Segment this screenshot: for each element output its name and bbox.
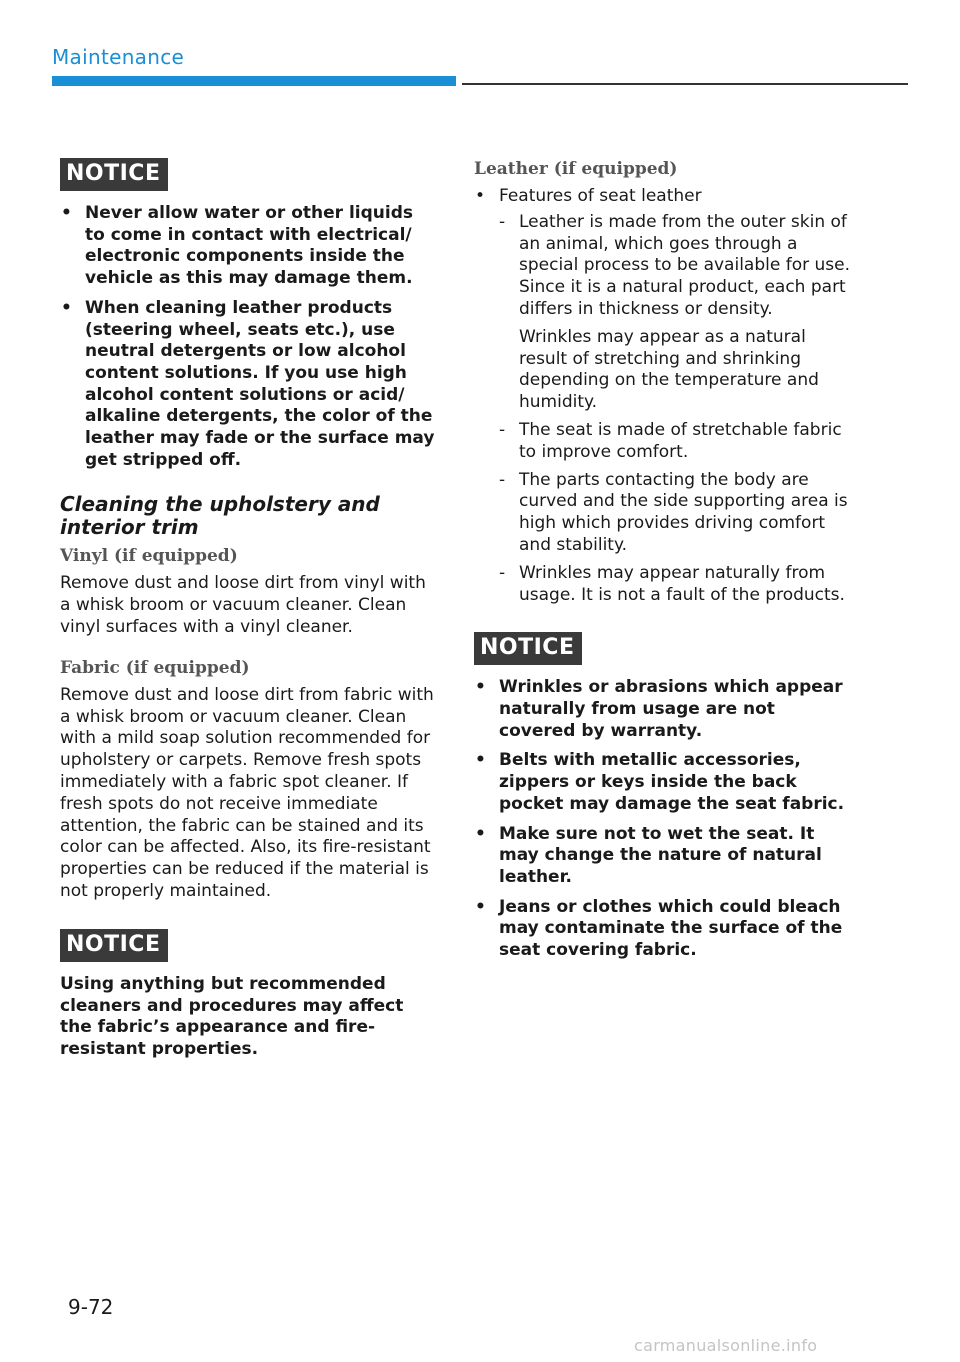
header-section-title: Maintenance — [52, 45, 185, 69]
vinyl-text: Remove dust and loose dirt from vinyl with a whisk broom or vacuum cleaner. Clean vinyl surfaces with a vinyl cleaner. — [60, 573, 426, 638]
notice-label: NOTICE — [60, 158, 168, 191]
list-item: • Jeans or clothes which could bleach may contaminate the surface of the seat covering fabric. — [475, 896, 843, 961]
fabric-text: Remove dust and loose dirt from fabric with a whisk broom or vacuum cleaner. Clean with a mild soap solution recommended for upholstery or carpets. Remove fresh spots immediately with a fabric spot cleaner. If fresh spots do not receive immediate attention, the fabric can be stained and its color can be affected. Also, its fire-resistant properties can be reduced if the material is not properly maintained. — [60, 684, 434, 901]
list-item: • Belts with metallic accessories, zippers or keys inside the back pocket may damage the seat fabric. — [475, 750, 845, 814]
list-item: • Features of seat leather - Leather is made from the outer skin of an animal, which goes through a special process to be available for use. Since it is a natural product, each part differs in thickness or density. Wrinkles may appear as a natural result of stretching and shrinking depending on the temperature and humidity. - The seat is made of stretchable fabric to improve comfort. - The parts contacting the body are curved and the side supporting area is high which provides driving comfort and stability. - Wrinkles may appear naturally from usage. It is not a fault of the products. — [474, 186, 854, 606]
leather-list — [474, 186, 854, 606]
list-item: - The seat is made of stretchable fabric to improve comfort. — [499, 419, 842, 462]
fabric-heading: Fabric (if equipped) — [60, 657, 250, 678]
page-number: 9-72 — [68, 1295, 114, 1319]
bullet-icon: • — [475, 823, 486, 844]
bullet-icon: • — [475, 750, 486, 771]
notice-label: NOTICE — [60, 929, 168, 962]
dash-list — [499, 212, 854, 607]
section-heading: Cleaning the upholstery and interior trim — [60, 492, 380, 540]
watermark: carmanualsonline.info — [634, 1336, 818, 1355]
bullet-icon: • — [61, 297, 72, 318]
header-bar-rule — [462, 83, 908, 85]
left-column — [60, 158, 438, 1061]
notice-text: Using anything but recommended cleaners and procedures may affect the fabric’s appearance and fire-resistant properties. — [60, 973, 404, 1060]
dash-icon: - — [499, 211, 506, 232]
list-item: - Leather is made from the outer skin of an animal, which goes through a special process to be available for use. Since it is a natural product, each part differs in thickness or density. Wrinkles may appear as a natural result of stretching and shrinking depending on the temperature and humidity. — [499, 211, 850, 413]
vinyl-heading: Vinyl (if equipped) — [60, 546, 238, 567]
list-item: • Never allow water or other liquids to come in contact with electrical/ electronic components inside the vehicle as this may damage them. — [61, 203, 413, 289]
bullet-icon: • — [475, 186, 486, 206]
bullet-icon: • — [475, 677, 486, 698]
notice-list — [474, 677, 854, 961]
dash-icon: - — [499, 419, 506, 440]
list-item: • When cleaning leather products (steering wheel, seats etc.), use neutral detergents or low alcohol content solutions. If you use high alcohol content solutions or acid/ alkaline detergents, the color of the leather may fade or the surface may get stripped off. — [61, 297, 435, 470]
header-bar-accent — [52, 76, 456, 86]
right-column — [474, 158, 854, 970]
bullet-icon: • — [61, 203, 72, 223]
list-item: - Wrinkles may appear naturally from usage. It is not a fault of the products. — [499, 562, 845, 605]
list-item: • Wrinkles or abrasions which appear naturally from usage are not covered by warranty. — [475, 677, 843, 741]
notice-list — [60, 203, 438, 471]
leather-heading: Leather (if equipped) — [474, 159, 678, 179]
list-item: - The parts contacting the body are curved and the side supporting area is high which provides driving comfort and stability. — [499, 469, 848, 555]
dash-icon: - — [499, 562, 506, 583]
dash-icon: - — [499, 469, 506, 490]
list-item: • Make sure not to wet the seat. It may change the nature of natural leather. — [475, 823, 822, 887]
bullet-icon: • — [475, 896, 486, 917]
notice-label: NOTICE — [474, 632, 582, 665]
